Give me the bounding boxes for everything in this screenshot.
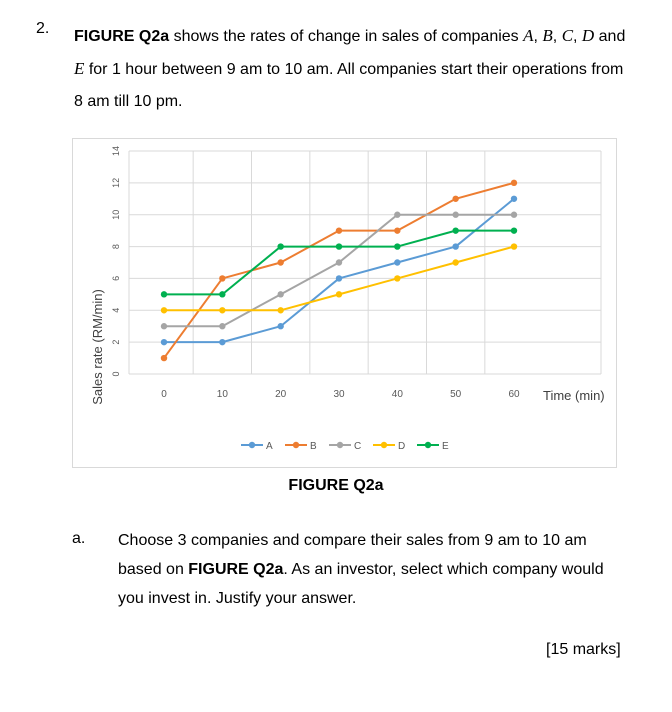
- legend-label-b: B: [310, 441, 317, 452]
- data-point-e-20: [277, 243, 283, 249]
- question-number: 2.: [36, 20, 50, 37]
- legend-label-c: C: [354, 441, 362, 452]
- company-e: E: [74, 59, 85, 78]
- data-point-d-20: [277, 307, 283, 313]
- marks: [15 marks]: [546, 641, 621, 658]
- data-point-c-20: [277, 291, 283, 297]
- part-a-text-1: Choose 3 companies and compare their sales from 9 am to 10 am based on: [118, 532, 587, 578]
- data-point-b-30: [336, 227, 342, 233]
- chart-frame: [72, 138, 617, 468]
- figure-caption: FIGURE Q2a: [288, 477, 384, 494]
- data-point-b-50: [452, 196, 458, 202]
- data-point-c-30: [336, 259, 342, 265]
- y-tick-label-0: 0: [111, 371, 121, 377]
- data-point-e-0: [161, 291, 167, 297]
- y-tick-label-6: 6: [111, 275, 121, 281]
- legend-label-d: D: [398, 441, 406, 452]
- x-tick-label-60: 60: [508, 389, 520, 400]
- question-text-part-2: for 1 hour between 9 am to 10 am. All companies start their operations from 8 am till 10 pm.: [74, 61, 624, 110]
- y-tick-label-12: 12: [111, 177, 121, 188]
- company-a: A: [523, 26, 534, 45]
- separator: ,: [552, 28, 562, 45]
- x-tick-label-10: 10: [216, 389, 228, 400]
- data-point-e-30: [336, 243, 342, 249]
- y-axis-label: Sales rate (RM/min): [90, 289, 105, 405]
- data-point-b-0: [161, 355, 167, 361]
- part-a-text: [118, 526, 620, 613]
- data-point-d-50: [452, 259, 458, 265]
- y-tick-label-2: 2: [111, 339, 121, 345]
- data-point-b-10: [219, 275, 225, 281]
- data-point-e-50: [452, 227, 458, 233]
- x-tick-label-40: 40: [391, 389, 403, 400]
- y-tick-label-4: 4: [111, 307, 121, 313]
- company-d: D: [581, 26, 595, 45]
- data-point-b-40: [394, 227, 400, 233]
- x-tick-label-20: 20: [275, 389, 287, 400]
- data-point-e-10: [219, 291, 225, 297]
- question-text-part-1: shows the rates of change in sales of companies: [169, 28, 524, 45]
- separator: ,: [533, 28, 543, 45]
- x-axis-label: Time (min): [543, 388, 605, 403]
- data-point-c-0: [161, 323, 167, 329]
- data-point-c-40: [394, 212, 400, 218]
- data-point-d-60: [511, 243, 517, 249]
- data-point-c-10: [219, 323, 225, 329]
- x-tick-label-50: 50: [450, 389, 462, 400]
- legend-marker-d: [381, 442, 387, 448]
- data-point-d-0: [161, 307, 167, 313]
- series-line-a: [164, 199, 514, 342]
- data-point-b-60: [511, 180, 517, 186]
- company-c: C: [561, 26, 574, 45]
- data-point-a-40: [394, 259, 400, 265]
- legend-label-a: A: [266, 441, 273, 452]
- data-point-e-40: [394, 243, 400, 249]
- legend-marker-b: [293, 442, 299, 448]
- data-point-d-40: [394, 275, 400, 281]
- data-point-a-30: [336, 275, 342, 281]
- x-tick-label-30: 30: [333, 389, 345, 400]
- legend-marker-e: [425, 442, 431, 448]
- line-chart: [73, 139, 618, 469]
- data-point-d-10: [219, 307, 225, 313]
- data-point-b-20: [277, 259, 283, 265]
- data-point-d-30: [336, 291, 342, 297]
- company-b: B: [542, 26, 553, 45]
- part-a-figure-reference: FIGURE Q2a: [188, 561, 284, 578]
- y-tick-label-8: 8: [111, 244, 121, 250]
- y-tick-label-10: 10: [111, 209, 121, 220]
- series-line-b: [164, 183, 514, 358]
- legend-label-e: E: [442, 441, 449, 452]
- data-point-a-20: [277, 323, 283, 329]
- part-a-text-2: . As an investor, select which company would you invest in. Justify your answer.: [118, 561, 604, 607]
- part-a-label: a.: [72, 530, 86, 547]
- x-tick-label-0: 0: [161, 389, 167, 400]
- figure-reference: FIGURE Q2a: [74, 28, 170, 45]
- data-point-c-50: [452, 212, 458, 218]
- data-point-a-0: [161, 339, 167, 345]
- data-point-a-50: [452, 243, 458, 249]
- data-point-a-60: [511, 196, 517, 202]
- separator: and: [594, 28, 626, 45]
- y-tick-label-14: 14: [111, 145, 121, 157]
- question-text: [74, 20, 634, 118]
- data-point-c-60: [511, 212, 517, 218]
- data-point-e-60: [511, 227, 517, 233]
- data-point-a-10: [219, 339, 225, 345]
- legend-marker-c: [337, 442, 343, 448]
- legend-marker-a: [249, 442, 255, 448]
- separator: ,: [573, 28, 582, 45]
